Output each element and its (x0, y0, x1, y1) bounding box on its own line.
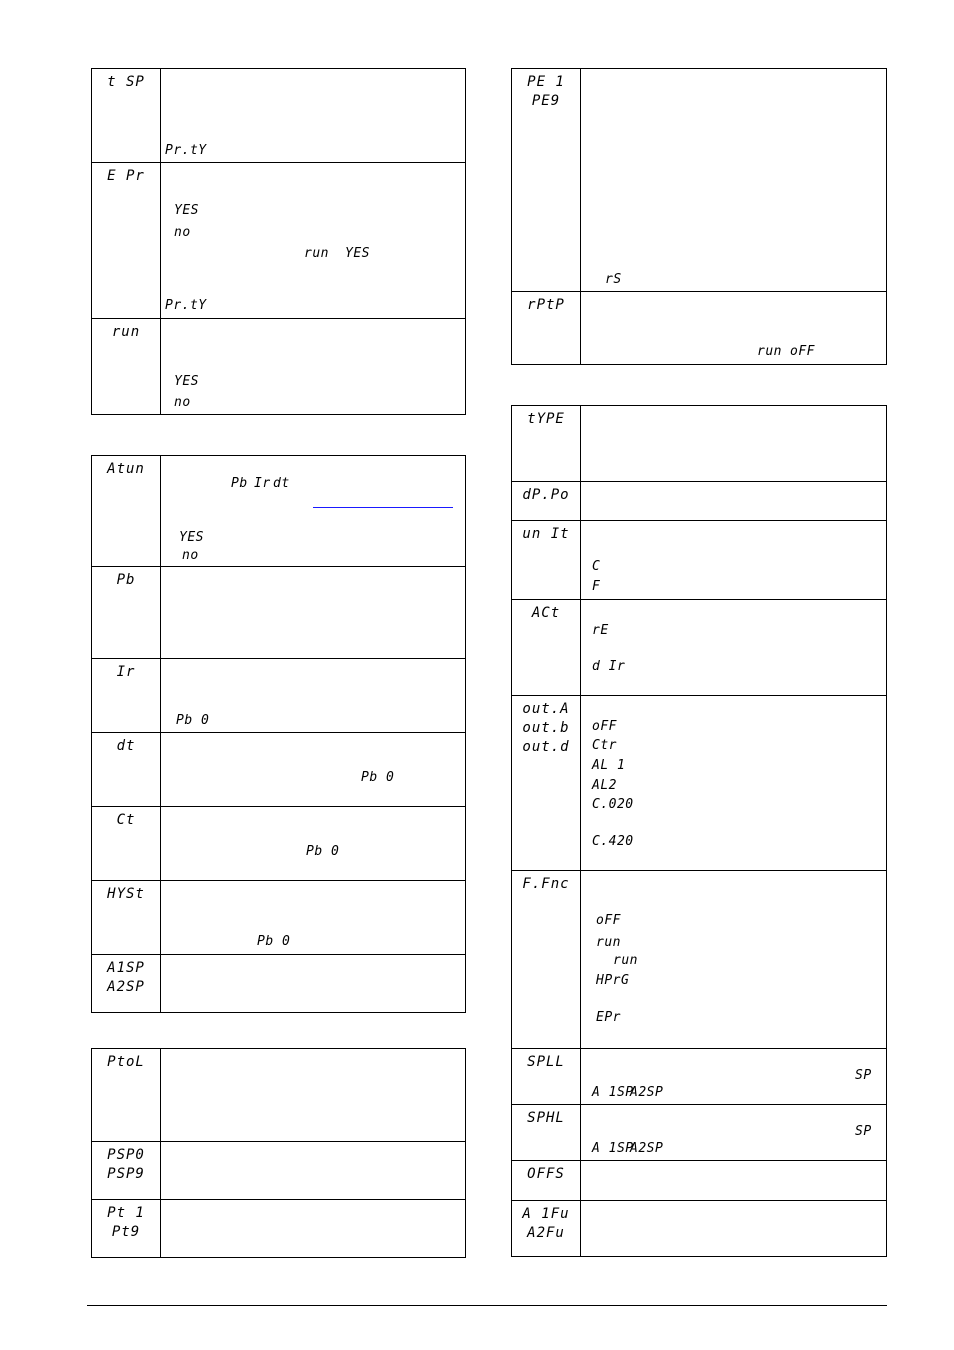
parameter-code-cell (512, 696, 581, 871)
display-token: oFF (790, 344, 815, 359)
parameter-code-cell (512, 1201, 581, 1257)
parameter-description-cell (581, 600, 887, 696)
table-row (512, 1049, 887, 1105)
parameter-code-cell (92, 319, 161, 415)
footer-rule (87, 1305, 887, 1306)
table-row (92, 1142, 466, 1200)
parameter-description-cell (581, 521, 887, 600)
table-row (512, 292, 887, 365)
parameter-description-cell (161, 567, 466, 659)
display-token: A 1SP (592, 1085, 634, 1100)
parameter-description-cell (161, 1049, 466, 1142)
display-token: F (592, 579, 601, 594)
table-row (512, 521, 887, 600)
parameter-code-cell (512, 1049, 581, 1105)
parameter-description-cell (581, 871, 887, 1049)
table-row (92, 456, 466, 567)
table-row (92, 1049, 466, 1142)
parameter-code: out.b (522, 720, 570, 736)
parameter-description-cell (161, 733, 466, 807)
parameter-code: A 1Fu (522, 1206, 570, 1222)
display-token: rS (605, 272, 622, 287)
parameter-code: Pb (116, 572, 136, 588)
display-token: A2SP (630, 1085, 664, 1100)
parameter-code: HYSt (107, 886, 145, 902)
display-token: no (174, 395, 191, 410)
parameter-description-cell (581, 292, 887, 365)
parameter-code: F.Fnc (522, 876, 570, 892)
parameter-code-cell (512, 406, 581, 482)
display-token: YES (345, 246, 370, 261)
parameter-code-cell (512, 69, 581, 292)
parameter-code: un It (522, 526, 570, 542)
parameter-code: run (111, 324, 141, 340)
parameter-description-cell (581, 1161, 887, 1201)
display-token: Pr.tY (165, 143, 207, 158)
parameter-code: A2Fu (527, 1225, 565, 1241)
display-token: SP (855, 1124, 872, 1139)
display-token: run (596, 935, 621, 950)
parameter-description-cell (161, 163, 466, 319)
parameter-code-cell (512, 482, 581, 521)
table-row (92, 319, 466, 415)
display-token: C (592, 559, 601, 574)
table-row (512, 1161, 887, 1201)
parameter-code-cell (92, 456, 161, 567)
table-row (92, 567, 466, 659)
table-row (92, 955, 466, 1013)
display-token: C.420 (592, 834, 634, 849)
parameter-description-cell (581, 696, 887, 871)
display-token: no (182, 548, 199, 563)
display-token: C.020 (592, 797, 634, 812)
display-token: A 1SP (592, 1141, 634, 1156)
parameter-code-cell (512, 600, 581, 696)
parameter-code: ACt (531, 605, 561, 621)
parameter-code: Pt 1 (107, 1205, 145, 1221)
display-token: AL2 (592, 778, 617, 793)
parameter-description-cell (161, 69, 466, 163)
table-row (512, 482, 887, 521)
parameter-table-1 (91, 68, 466, 415)
display-token: run (613, 953, 638, 968)
display-token: A2SP (630, 1141, 664, 1156)
parameter-code-cell (512, 1105, 581, 1161)
table-row (512, 600, 887, 696)
parameter-description-cell (581, 482, 887, 521)
table-row (512, 696, 887, 871)
display-token: Pb 0 (257, 934, 291, 949)
table-row (92, 733, 466, 807)
parameter-description-cell (161, 1142, 466, 1200)
parameter-code: tYPE (527, 411, 565, 427)
display-token: Ir (254, 476, 271, 491)
table-row (92, 1200, 466, 1258)
display-token: rE (592, 623, 609, 638)
display-token: Pb 0 (306, 844, 340, 859)
parameter-code-cell (92, 69, 161, 163)
parameter-description-cell (581, 1049, 887, 1105)
display-token: no (174, 225, 191, 240)
parameter-code: Atun (107, 461, 145, 477)
display-token: AL 1 (592, 758, 626, 773)
parameter-code: Ir (116, 664, 136, 680)
parameter-code: PtoL (107, 1054, 145, 1070)
display-token: SP (855, 1068, 872, 1083)
table-row (512, 406, 887, 482)
table-row (92, 69, 466, 163)
parameter-code: out.d (522, 739, 570, 755)
table-row (92, 881, 466, 955)
parameter-code-cell (512, 521, 581, 600)
display-token: oFF (596, 913, 621, 928)
parameter-code-cell (512, 292, 581, 365)
display-token: Ctr (592, 738, 617, 753)
display-token: YES (174, 203, 199, 218)
display-token: Pb 0 (176, 713, 210, 728)
table-row (92, 807, 466, 881)
parameter-code: Ct (116, 812, 136, 828)
parameter-description-cell (161, 1200, 466, 1258)
table-row (512, 871, 887, 1049)
display-token: Pb 0 (361, 770, 395, 785)
table-row (92, 659, 466, 733)
parameter-table-5 (511, 405, 887, 1257)
parameter-code: E Pr (107, 168, 145, 184)
parameter-code: rPtP (527, 297, 565, 313)
parameter-code-cell (92, 955, 161, 1013)
parameter-code: out.A (522, 701, 570, 717)
parameter-code: A2SP (107, 979, 145, 995)
parameter-code-cell (92, 1142, 161, 1200)
hyperlink-underline[interactable] (313, 507, 453, 508)
display-token: run (757, 344, 782, 359)
display-token: YES (179, 530, 204, 545)
parameter-table-3 (91, 1048, 466, 1258)
parameter-description-cell (161, 881, 466, 955)
table-row (92, 163, 466, 319)
display-token: d Ir (592, 659, 626, 674)
parameter-description-cell (161, 955, 466, 1013)
parameter-code-cell (92, 163, 161, 319)
parameter-code: PSP0 (107, 1147, 145, 1163)
parameter-description-cell (581, 1105, 887, 1161)
parameter-description-cell (581, 69, 887, 292)
parameter-code-cell (92, 733, 161, 807)
display-token: Pb (231, 476, 248, 491)
display-token: oFF (592, 719, 617, 734)
display-token: YES (174, 374, 199, 389)
parameter-description-cell (161, 807, 466, 881)
parameter-code: Pt9 (111, 1224, 141, 1240)
parameter-code: dP.Po (522, 487, 570, 503)
parameter-code: dt (116, 738, 136, 754)
parameter-code-cell (512, 871, 581, 1049)
parameter-code: PSP9 (107, 1166, 145, 1182)
parameter-code-cell (92, 1049, 161, 1142)
parameter-table-4 (511, 68, 887, 365)
parameter-description-cell (161, 319, 466, 415)
parameter-code: SPHL (527, 1110, 565, 1126)
parameter-description-cell (161, 456, 466, 567)
parameter-code: SPLL (527, 1054, 565, 1070)
parameter-code: OFFS (527, 1166, 565, 1182)
table-row (512, 1201, 887, 1257)
parameter-code-cell (92, 1200, 161, 1258)
parameter-code-cell (92, 881, 161, 955)
parameter-description-cell (581, 406, 887, 482)
parameter-code: t SP (107, 74, 145, 90)
parameter-code-cell (92, 567, 161, 659)
parameter-table-2 (91, 455, 466, 1013)
parameter-code: A1SP (107, 960, 145, 976)
parameter-code: PE 1 (527, 74, 565, 90)
parameter-description-cell (161, 659, 466, 733)
parameter-code-cell (92, 807, 161, 881)
display-token: EPr (596, 1010, 621, 1025)
parameter-code-cell (512, 1161, 581, 1201)
display-token: Pr.tY (165, 298, 207, 313)
display-token: HPrG (596, 973, 630, 988)
display-token: dt (273, 476, 290, 491)
display-token: run (304, 246, 329, 261)
table-row (512, 69, 887, 292)
table-row (512, 1105, 887, 1161)
parameter-code-cell (92, 659, 161, 733)
parameter-description-cell (581, 1201, 887, 1257)
parameter-code: PE9 (531, 93, 561, 109)
